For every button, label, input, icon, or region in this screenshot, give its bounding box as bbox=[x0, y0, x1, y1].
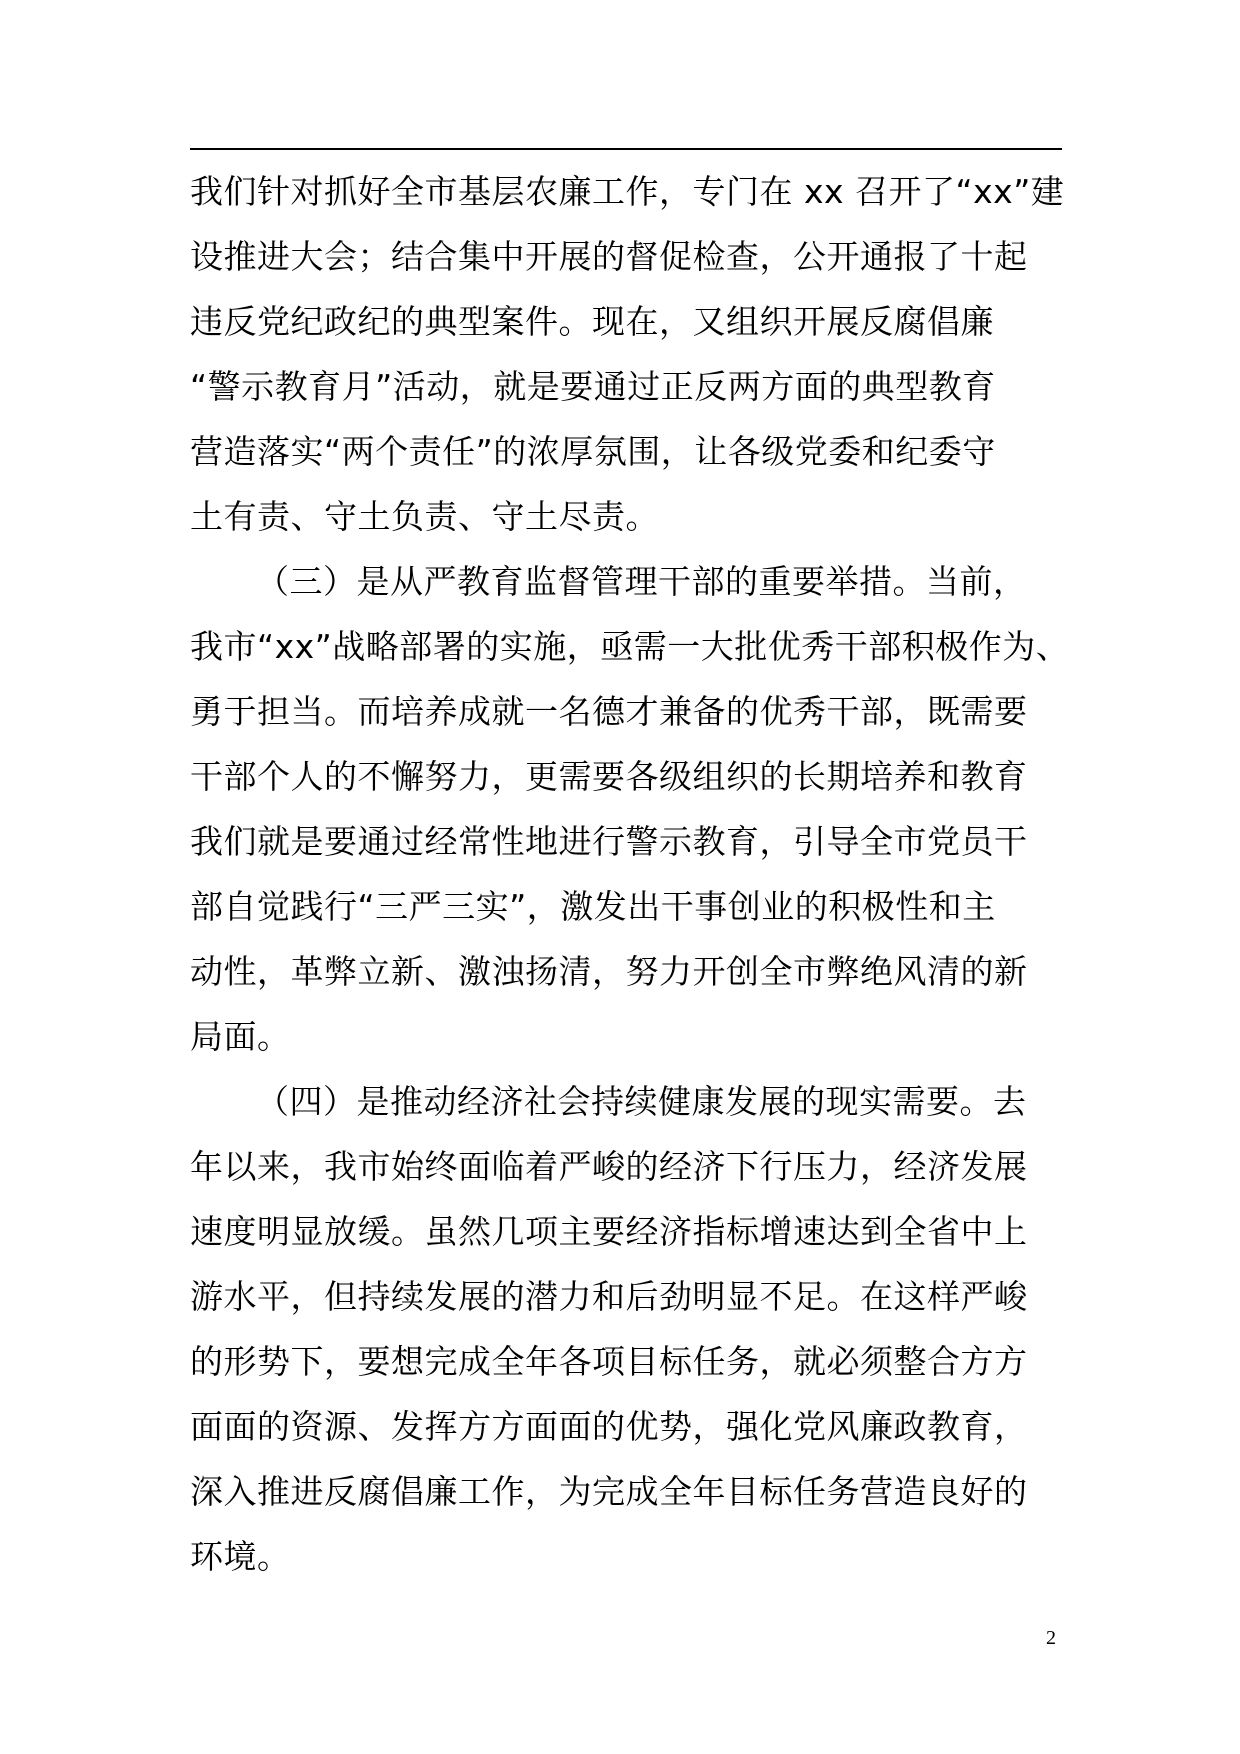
text-line: 年以来，我市始终面临着严峻的经济下行压力，经济发展 bbox=[190, 1147, 1028, 1186]
text-line: 违反党纪政纪的典型案件。现在，又组织开展反腐倡廉 bbox=[190, 302, 994, 341]
text-line: 深入推进反腐倡廉工作，为完成全年目标任务营造良好的 bbox=[190, 1472, 1028, 1511]
text-line: 我们针对抓好全市基层农廉工作，专门在 xx 召开了“xx”建 bbox=[190, 172, 1065, 211]
section-heading-3: （三）是从严教育监督管理干部的重要举措。当前， bbox=[256, 562, 1027, 601]
text-line: 我市“xx”战略部署的实施，亟需一大批优秀干部积极作为、 bbox=[190, 627, 1070, 666]
text-line: 干部个人的不懈努力，更需要各级组织的长期培养和教育 bbox=[190, 757, 1028, 796]
text-line: 面面的资源、发挥方方面面的优势，强化党风廉政教育， bbox=[190, 1407, 1028, 1446]
text-line: 速度明显放缓。虽然几项主要经济指标增速达到全省中上 bbox=[190, 1212, 1028, 1251]
text-line: 勇于担当。而培养成就一名德才兼备的优秀干部，既需要 bbox=[190, 692, 1028, 731]
header-rule bbox=[190, 148, 1062, 150]
text-line: 游水平，但持续发展的潜力和后劲明显不足。在这样严峻 bbox=[190, 1277, 1028, 1316]
text-line: 环境。 bbox=[190, 1537, 291, 1576]
text-line: 部自觉践行“三严三实”，激发出干事创业的积极性和主 bbox=[190, 887, 996, 926]
text-line: 设推进大会；结合集中开展的督促检查，公开通报了十起 bbox=[190, 237, 1028, 276]
page-number: 2 bbox=[1046, 1627, 1056, 1649]
text-line: “警示教育月”活动，就是要通过正反两方面的典型教育 bbox=[190, 367, 996, 406]
text-line: 营造落实“两个责任”的浓厚氛围，让各级党委和纪委守 bbox=[190, 432, 996, 471]
text-line: 土有责、守土负责、守土尽责。 bbox=[190, 497, 659, 536]
text-line: 动性，革弊立新、激浊扬清，努力开创全市弊绝风清的新 bbox=[190, 952, 1028, 991]
text-line: 的形势下，要想完成全年各项目标任务，就必须整合方方 bbox=[190, 1342, 1028, 1381]
text-line: 我们就是要通过经常性地进行警示教育，引导全市党员干 bbox=[190, 822, 1028, 861]
text-line: 局面。 bbox=[190, 1017, 291, 1056]
section-heading-4: （四）是推动经济社会持续健康发展的现实需要。去 bbox=[256, 1082, 1027, 1121]
